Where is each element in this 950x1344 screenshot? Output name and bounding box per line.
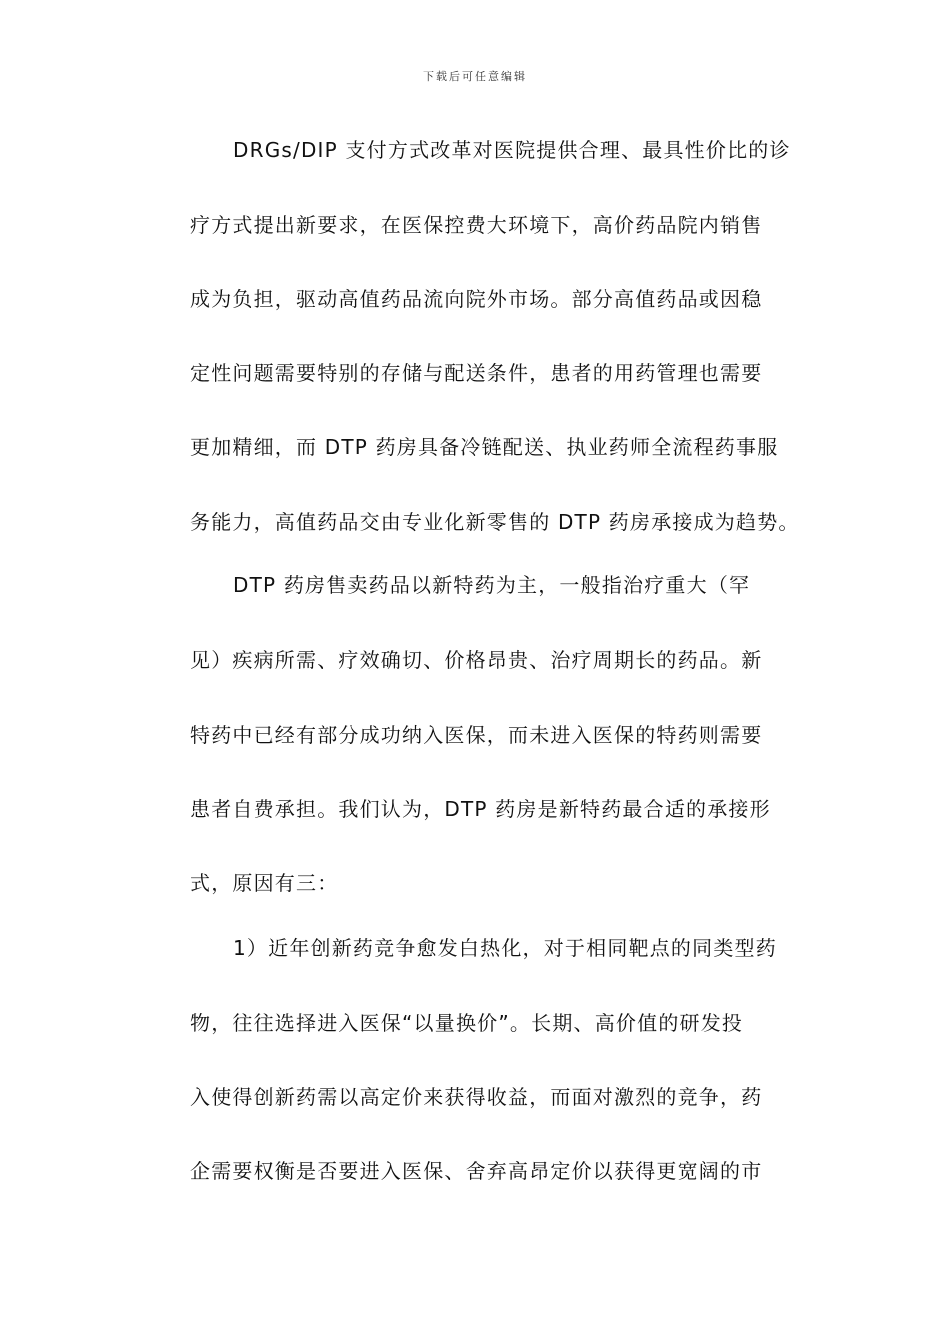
paragraph-2-line-5: 式，原因有三： <box>190 871 339 895</box>
paragraph-2-line-4: 患者自费承担。我们认为，DTP 药房是新特药最合适的承接形 <box>190 797 771 821</box>
paragraph-1-line-4: 定性问题需要特别的存储与配送条件，患者的用药管理也需要 <box>190 361 763 385</box>
paragraph-1-line-3: 成为负担，驱动高值药品流向院外市场。部分高值药品或因稳 <box>190 287 763 311</box>
paragraph-2-line-1: DTP 药房售卖药品以新特药为主，一般指治疗重大（罕 <box>233 573 751 597</box>
paragraph-1-line-1: DRGs/DIP 支付方式改革对医院提供合理、最具性价比的诊 <box>233 138 791 162</box>
paragraph-2-line-2: 见）疾病所需、疗效确切、价格昂贵、治疗周期长的药品。新 <box>190 648 763 672</box>
paragraph-3-line-4: 企需要权衡是否要进入医保、舍弃高昂定价以获得更宽阔的市 <box>190 1159 763 1183</box>
paragraph-2-line-3: 特药中已经有部分成功纳入医保，而未进入医保的特药则需要 <box>190 723 763 747</box>
paragraph-3-line-1: 1）近年创新药竞争愈发白热化，对于相同靶点的同类型药 <box>233 936 777 960</box>
paragraph-3-line-2: 物，往往选择进入医保“以量换价”。长期、高价值的研发投 <box>190 1011 744 1035</box>
page-header: 下载后可任意编辑 <box>423 70 527 83</box>
paragraph-1-line-2: 疗方式提出新要求，在医保控费大环境下，高价药品院内销售 <box>190 213 763 237</box>
paragraph-1-line-6: 务能力，高值药品交由专业化新零售的 DTP 药房承接成为趋势。 <box>190 510 800 534</box>
paragraph-3-line-3: 入使得创新药需以高定价来获得收益，而面对激烈的竞争，药 <box>190 1085 763 1109</box>
paragraph-1-line-5: 更加精细，而 DTP 药房具备冷链配送、执业药师全流程药事服 <box>190 435 779 459</box>
